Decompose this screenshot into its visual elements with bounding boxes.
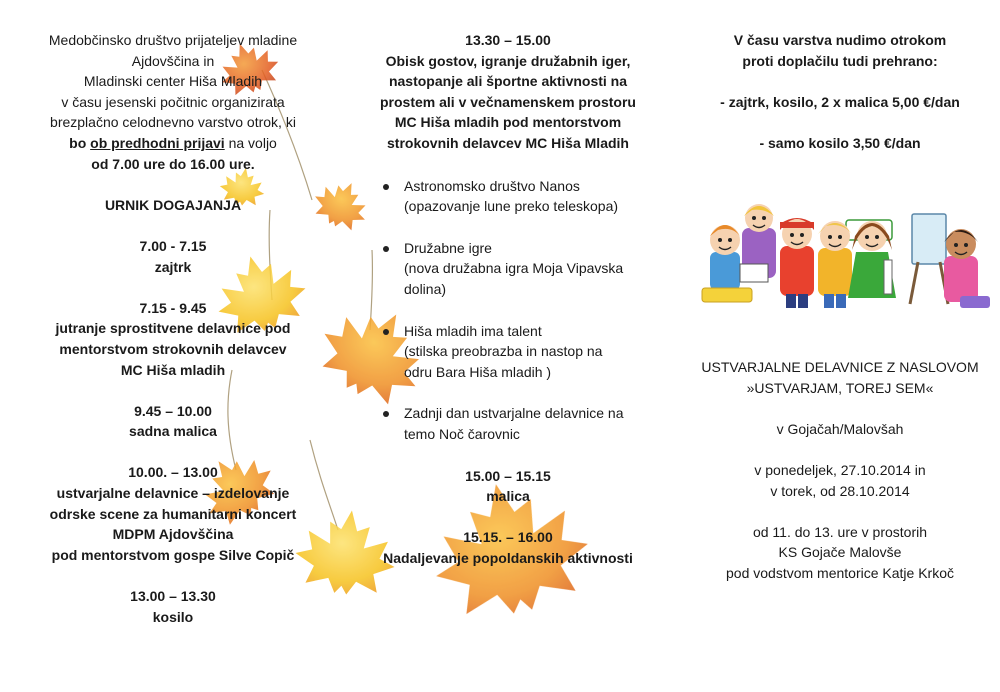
schedule-activity: sadna malica — [129, 423, 217, 440]
schedule-time: 7.15 - 9.45 — [139, 299, 207, 316]
schedule-activity: Nadaljevanje popoldanskih aktivnosti — [383, 549, 633, 566]
food-price: - zajtrk, kosilo, 2 x malica 5,00 €/dan — [720, 93, 960, 110]
activity-detail: (stilska preobrazba in nastop na — [404, 343, 603, 360]
list-item — [352, 176, 664, 217]
activity-detail: temo Noč čarovnic — [404, 425, 520, 442]
right-column — [680, 30, 1000, 154]
list-item — [352, 321, 664, 383]
left-column — [12, 30, 334, 627]
schedule-activity: malica — [486, 488, 530, 505]
workshop-section — [680, 357, 1000, 584]
workshop-location: v Gojačah/Malovšah — [776, 420, 904, 437]
registration-suffix: na voljo — [224, 134, 277, 151]
food-intro: proti doplačilu tudi prehrano: — [742, 52, 938, 69]
workshop-place: KS Gojače Malovše — [778, 544, 902, 561]
activity-detail: dolina) — [404, 280, 447, 297]
activity-title: Astronomsko društvo Nanos — [404, 177, 580, 194]
list-item — [352, 238, 664, 300]
activity-detail: (nova družabna igra Moja Vipavska — [404, 260, 624, 277]
activities-list — [352, 176, 664, 445]
schedule-activity: pod mentorstvom gospe Silve Copič — [51, 546, 295, 563]
intro-line: Ajdovščina in — [131, 52, 215, 69]
schedule-activity: zajtrk — [154, 258, 192, 275]
schedule-time: 10.00. – 13.00 — [128, 464, 218, 481]
schedule-activity: MC Hiša mladih — [120, 361, 226, 378]
activity-detail: odru Bara Hiša mladih ) — [404, 363, 552, 380]
intro-line: v času jesenski počitnic organizirata — [61, 93, 285, 110]
workshop-dates: v ponedeljek, 27.10.2014 in — [754, 461, 926, 478]
afternoon-heading: strokovnih delavcev MC Hiša Mladih — [387, 134, 629, 151]
bullet-icon — [383, 246, 389, 252]
afternoon-time: 13.30 – 15.00 — [465, 32, 551, 48]
activity-title: Družabne igre — [404, 239, 492, 256]
registration-requirement: ob predhodni prijavi — [90, 134, 225, 151]
opening-hours: od 7.00 ure do 16.00 ure. — [91, 155, 255, 172]
workshop-title: »USTVARJAM, TOREJ SEM« — [746, 379, 934, 396]
list-item — [352, 403, 664, 444]
workshop-dates: v torek, od 28.10.2014 — [770, 482, 910, 499]
schedule-activity: ustvarjalne delavnice – izdelovanje — [56, 485, 290, 502]
bullet-icon — [383, 411, 389, 417]
children-illustration-icon — [698, 200, 996, 312]
afternoon-heading: nastopanje ali športne aktivnosti na — [388, 73, 628, 90]
schedule-time: 15.15. – 16.00 — [463, 529, 553, 546]
bullet-icon — [383, 329, 389, 335]
schedule-title: URNIK DOGAJANJA — [104, 196, 242, 213]
activity-title: Hiša mladih ima talent — [404, 322, 542, 339]
intro-line: Mladinski center Hiša Mladih — [83, 73, 263, 90]
intro-line: brezplačno celodnevno varstvo otrok, ki — [50, 114, 296, 131]
workshop-place: pod vodstvom mentorice Katje Krkoč — [726, 564, 954, 581]
schedule-time: 9.45 – 10.00 — [134, 402, 212, 419]
workshop-title: USTVARJALNE DELAVNICE Z NASLOVOM — [701, 359, 979, 375]
schedule-activity: odrske scene za humanitarni koncert — [49, 505, 297, 522]
schedule-time: 13.00 – 13.30 — [130, 588, 216, 605]
workshop-place: od 11. do 13. ure v prostorih — [752, 523, 928, 540]
activity-detail: (opazovanje lune preko teleskopa) — [404, 198, 619, 215]
schedule-time: 15.00 – 15.15 — [465, 467, 551, 484]
registration-line — [12, 133, 334, 154]
food-price: - samo kosilo 3,50 €/dan — [759, 134, 921, 151]
activity-title: Zadnji dan ustvarjalne delavnice na — [404, 405, 624, 422]
schedule-activity: kosilo — [152, 608, 194, 625]
intro-line: Medobčinsko društvo prijateljev mladine — [48, 32, 298, 48]
bullet-icon — [383, 184, 389, 190]
afternoon-heading: MC Hiša mladih pod mentorstvom — [394, 114, 622, 131]
schedule-activity: jutranje sprostitvene delavnice pod — [55, 320, 291, 337]
schedule-activity: mentorstvom strokovnih delavcev — [59, 340, 287, 357]
registration-prefix: bo — [69, 134, 91, 151]
schedule-time: 7.00 - 7.15 — [139, 237, 207, 254]
schedule-activity: MDPM Ajdovščina — [112, 526, 234, 543]
middle-column — [352, 30, 664, 568]
afternoon-heading: prostem ali v večnamenskem prostoru — [380, 93, 636, 110]
afternoon-heading: Obisk gostov, igranje družabnih iger, — [385, 52, 631, 69]
food-intro: V času varstva nudimo otrokom — [733, 32, 947, 48]
